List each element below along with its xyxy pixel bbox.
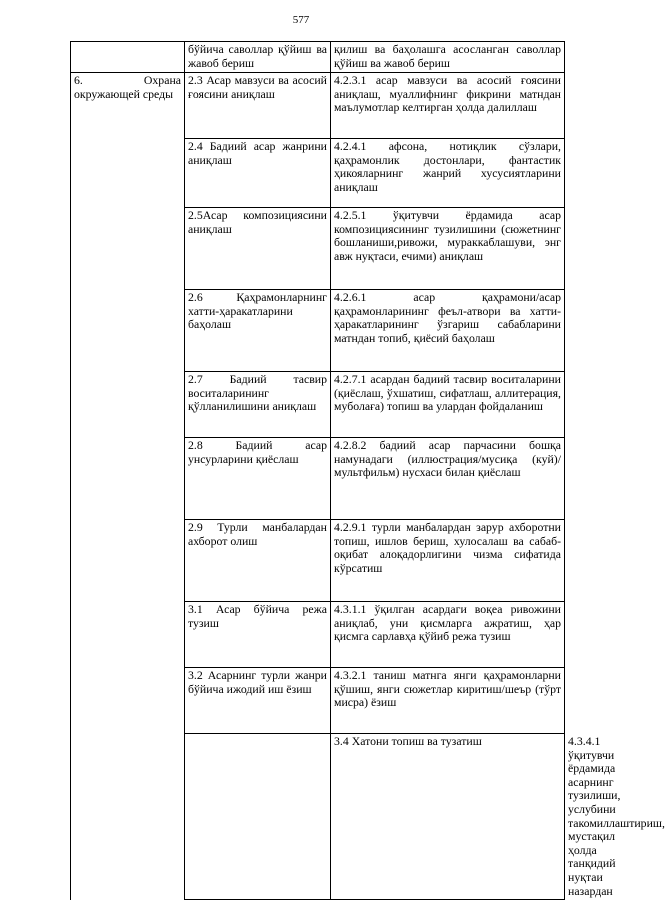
section-cell: 6. Охрана окружающей среды	[71, 73, 185, 900]
outcome-cell: 4.3.1.1 ўқилган асардаги воқеа ривожини аниқлаб, уни қисмларга ажратиш, ҳар қисмга сарлавҳа қўйиб режа тузиш	[331, 602, 565, 668]
outcome-cell: 4.3.2.1 таниш матнга янги қаҳрамонларни қўшиш, янги сюжетлар киритиш/шеър (тўрт мисра) ёзиш	[331, 668, 565, 734]
table-row: 3.4 Хатони топиш ва тузатиш 4.3.4.1 ўқитувчи ёрдамида асарнинг тузилиши, услубини такомиллаштириш, мустақил ҳолда танқидий нуқтаи назардан	[71, 734, 565, 900]
skill-cell: бўйича саволлар қўйиш ва жавоб бериш	[185, 42, 331, 73]
skill-cell: 3.4 Хатони топиш ва тузатиш	[331, 734, 565, 900]
skill-cell: 2.6 Қаҳрамонларнинг хатти-ҳаракатларини баҳолаш	[185, 290, 331, 372]
empty-cell	[71, 42, 185, 73]
skill-cell: 3.2 Асарнинг турли жанри бўйича ижодий иш ёзиш	[185, 668, 331, 734]
skill-cell: 2.7 Бадиий тасвир воситаларининг қўлланилишини аниқлаш	[185, 372, 331, 438]
outcome-cell: 4.2.9.1 турли манбалардан зарур ахборотни топиш, ишлов бериш, хулосалаш ва сабаб-оқибат алоқадорлигини чизма сифатида кўрсатиш	[331, 520, 565, 602]
outcome-cell: 4.2.5.1 ўқитувчи ёрдамида асар композициясининг тузилишини (сюжетнинг бошланиши,ривожи, мураккаблашуви, энг авж нуқтаси, ечими) аниқлаш	[331, 208, 565, 290]
outcome-cell: 4.2.4.1 афсона, нотиқлик сўзлари, қаҳрамонлик достонлари, фантастик ҳикояларнинг жанрий хусусиятларини аниқлаш	[331, 139, 565, 208]
table-row	[71, 73, 565, 139]
skill-cell: 2.3 Асар мавзуси ва асосий ғоясини аниқлаш	[185, 73, 331, 139]
outcome-cell: 4.2.8.2 бадиий асар парчасини бошқа намунадаги (иллюстрация/мусиқа (куй)/ мультфильм) нусхаси билан қиёслаш	[331, 438, 565, 520]
empty-cell	[185, 734, 331, 900]
outcome-cell: 4.2.7.1 асардан бадиий тасвир воситаларини (қиёслаш, ўхшатиш, сифатлаш, аллитерация, муболаға) топиш ва улардан фойдаланиш	[331, 372, 565, 438]
outcome-cell: қилиш ва баҳолашга асосланган саволлар қўйиш ва жавоб бериш	[331, 42, 565, 73]
skill-cell: 2.4 Бадиий асар жанрини аниқлаш	[185, 139, 331, 208]
curriculum-table	[70, 41, 665, 900]
skill-cell: 2.5Асар композициясини аниқлаш	[185, 208, 331, 290]
skill-cell: 2.9 Турли манбалардан ахборот олиш	[185, 520, 331, 602]
outcome-cell: 4.2.6.1 асар қаҳрамони/асар қаҳрамонларининг феъл-атвори ва хатти-ҳаракатларининг ўзгариш сабабларини матндан топиб, қиёсий баҳолаш	[331, 290, 565, 372]
table-row	[71, 42, 565, 73]
skill-cell: 2.8 Бадиий асар унсурларини қиёслаш	[185, 438, 331, 520]
page-number: 577	[292, 14, 310, 26]
skill-cell: 3.1 Асар бўйича режа тузиш	[185, 602, 331, 668]
outcome-cell: 4.2.3.1 асар мавзуси ва асосий ғоясини аниқлаш, муаллифнинг фикрини матндан маълумотлар келтирган ҳолда далиллаш	[331, 73, 565, 139]
